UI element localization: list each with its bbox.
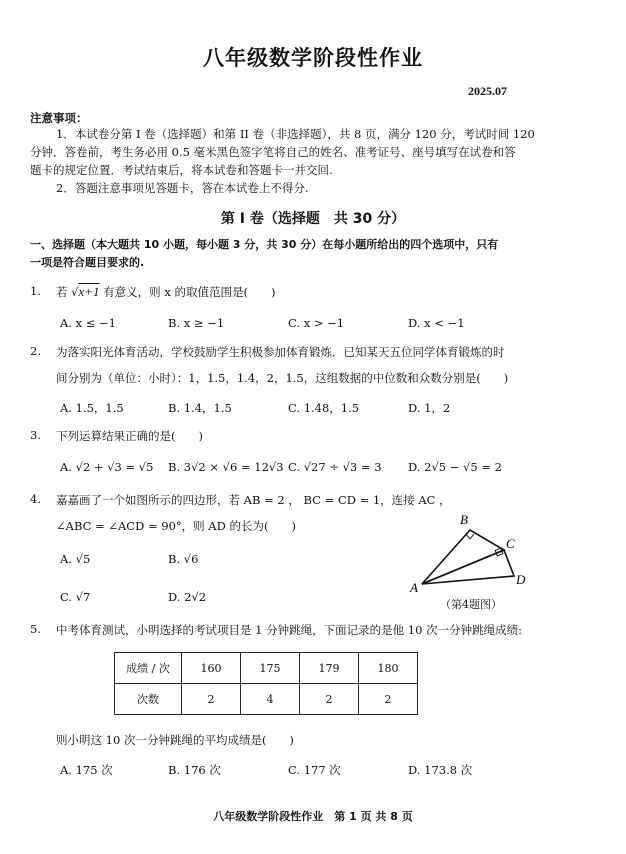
page-title: 八年级数学阶段性作业 <box>203 46 423 70</box>
triangle-abc <box>422 530 504 584</box>
question-2-stem-line1: 为落实阳光体育活动，学校鼓励学生积极参加体育锻炼．已知某天五位同学体育锻炼的时 <box>56 345 505 359</box>
question-2-stem-line2: 间分别为（单位：小时）：1，1.5，1.4，2，1.5，这组数据的中位数和众数分别是( ) <box>56 371 509 385</box>
question-5-option-b[interactable]: B. 176 次 <box>168 763 221 777</box>
question-5-stem-after: 则小明这 10 次一分钟跳绳的平均成绩是( ) <box>56 733 294 747</box>
table-row <box>115 684 418 715</box>
table-cell: 成绩 / 次 <box>115 653 182 684</box>
question-number: 3. <box>30 428 41 442</box>
question-2-option-b[interactable]: B. 1.4，1.5 <box>168 401 232 415</box>
question-3-option-d[interactable]: D. 2√5 − √5 = 2 <box>408 460 502 474</box>
question-4-stem-line1: 嘉嘉画了一个如图所示的四边形，若 AB = 2 ， BC = CD = 1，连接 AC ， <box>56 493 451 507</box>
notice-item1-line3: 题卡的规定位置．考试结束后，将本试卷和答题卡一并交回. <box>30 163 333 177</box>
question-number: 5. <box>30 622 41 636</box>
label-a: A <box>410 580 418 595</box>
label-c: C <box>506 536 515 551</box>
right-angle-b-mark <box>466 534 474 539</box>
question-number: 4. <box>30 492 41 506</box>
question-4-option-c[interactable]: C. √7 <box>60 590 91 604</box>
question-1-radicand: x+1 <box>78 284 100 299</box>
score-table <box>114 652 418 715</box>
notice-item1-line2: 分钟．答卷前，考生务必用 0.5 毫米黑色签字笔将自己的姓名、准考证号、座号填写在试卷和答 <box>30 145 516 159</box>
question-1-option-d[interactable]: D. x < −1 <box>408 316 465 330</box>
table-cell: 180 <box>359 653 418 684</box>
question-5-option-c[interactable]: C. 177 次 <box>288 763 341 777</box>
question-4-option-a[interactable]: A. √5 <box>60 552 91 566</box>
question-2-option-a[interactable]: A. 1.5，1.5 <box>60 401 124 415</box>
table-cell: 4 <box>241 684 300 715</box>
notice-heading: 注意事项： <box>30 111 88 125</box>
question-4-stem-line2: ∠ABC = ∠ACD = 90°，则 AD 的长为( ) <box>56 519 296 533</box>
question-1-option-a[interactable]: A. x ≤ −1 <box>60 316 117 330</box>
question-1-stem <box>56 284 275 300</box>
question-1-stem-post: 有意义，则 x 的取值范围是( ) <box>103 285 276 299</box>
question-5-option-a[interactable]: A. 175 次 <box>60 763 113 777</box>
sqrt-sign: √ <box>71 285 79 299</box>
table-cell: 179 <box>300 653 359 684</box>
notice-item1-line1: 1．本试卷分第 I 卷（选择题）和第 II 卷（非选择题），共 8 页，满分 120 分，考试时间 120 <box>56 127 535 141</box>
question-4-figure <box>408 508 548 608</box>
question-4-option-b[interactable]: B. √6 <box>168 552 199 566</box>
table-cell: 2 <box>359 684 418 715</box>
notice-item2: 2．答题注意事项见答题卡，答在本试卷上不得分. <box>56 181 309 195</box>
table-cell: 175 <box>241 653 300 684</box>
figure-caption: （第4题图） <box>440 598 502 611</box>
question-1-option-c[interactable]: C. x > −1 <box>288 316 345 330</box>
table-cell: 2 <box>300 684 359 715</box>
table-cell: 次数 <box>115 684 182 715</box>
page-footer: 八年级数学阶段性作业 第 1 页 共 8 页 <box>213 810 413 823</box>
table-cell: 2 <box>182 684 241 715</box>
label-d: D <box>516 572 526 587</box>
question-1-stem-pre: 若 <box>56 285 68 299</box>
table-cell: 160 <box>182 653 241 684</box>
question-3-stem: 下列运算结果正确的是( ) <box>56 429 203 443</box>
question-2-option-c[interactable]: C. 1.48，1.5 <box>288 401 360 415</box>
question-4-option-d[interactable]: D. 2√2 <box>168 590 207 604</box>
question-number: 2. <box>30 344 41 358</box>
section-title: 第 I 卷（选择题 共 30 分） <box>220 211 406 227</box>
section-instruction-line1: 一、选择题（本大题共 10 小题，每小题 3 分，共 30 分）在每小题所给出的四个选项中，只有 <box>30 238 499 251</box>
question-3-option-b[interactable]: B. 3√2 × √6 = 12√3 <box>168 460 284 474</box>
question-5-stem: 中考体育测试，小明选择的考试项目是 1 分钟跳绳，下面记录的是他 10 次一分钟跳绳成绩: <box>56 623 522 637</box>
table-row <box>115 653 418 684</box>
question-1-option-b[interactable]: B. x ≥ −1 <box>168 316 225 330</box>
question-2-option-d[interactable]: D. 1，2 <box>408 401 451 415</box>
question-5-option-d[interactable]: D. 173.8 次 <box>408 763 473 777</box>
question-3-option-a[interactable]: A. √2 + √3 = √5 <box>60 460 154 474</box>
label-b: B <box>460 512 468 527</box>
section-instruction-line2: 一项是符合题目要求的. <box>30 256 145 269</box>
exam-date: 2025.07 <box>468 84 507 98</box>
question-number: 1. <box>30 284 41 298</box>
question-3-option-c[interactable]: C. √27 ÷ √3 = 3 <box>288 460 382 474</box>
